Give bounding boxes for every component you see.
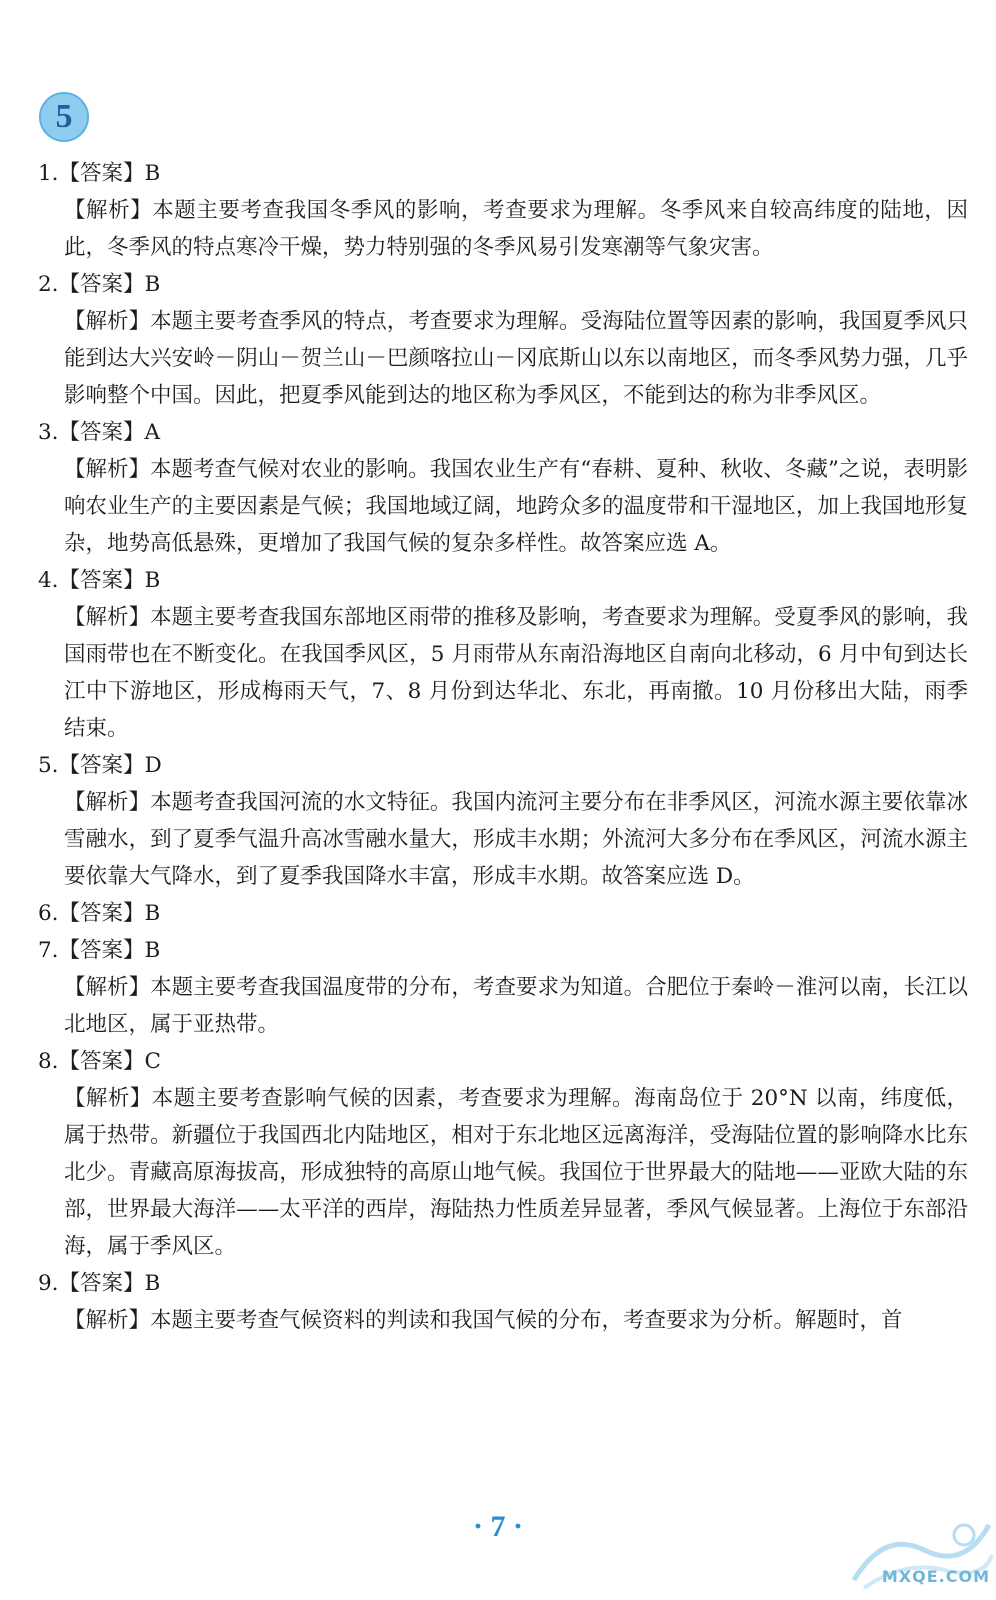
answer-line: 4.【答案】B bbox=[38, 568, 161, 593]
analysis-text: 【解析】本题考查气候对农业的影响。我国农业生产有“春耕、夏种、秋收、冬藏”之说，表明影响农业生产的主要因素是气候；我国地域辽阔，地跨众多的温度带和干湿地区，加上我国地形复杂，地势高低悬殊，更增加了我国气候的复杂多样性。故答案应选 A。 bbox=[64, 457, 968, 556]
analysis-text: 【解析】本题主要考查我国温度带的分布，考查要求为知道。合肥位于秦岭－淮河以南，长江以北地区，属于亚热带。 bbox=[64, 975, 968, 1037]
answer-item-4 bbox=[38, 562, 968, 747]
analysis-text: 【解析】本题主要考查季风的特点，考查要求为理解。受海陆位置等因素的影响，我国夏季风只能到达大兴安岭－阴山－贺兰山－巴颜喀拉山－冈底斯山以东以南地区，而冬季风势力强，几乎影响整个中国。因此，把夏季风能到达的地区称为季风区，不能到达的称为非季风区。 bbox=[64, 309, 968, 408]
section-number-badge bbox=[39, 92, 89, 142]
answer-item-1 bbox=[38, 155, 968, 266]
watermark-text: MXQE.COM bbox=[881, 1567, 990, 1586]
analysis-text: 【解析】本题主要考查气候资料的判读和我国气候的分布，考查要求为分析。解题时，首 bbox=[64, 1308, 903, 1333]
answer-line: 1.【答案】B bbox=[38, 161, 161, 186]
answer-line: 9.【答案】B bbox=[38, 1271, 161, 1296]
answer-line: 7.【答案】B bbox=[38, 938, 161, 963]
answer-item-3 bbox=[38, 414, 968, 562]
page-number: · 7 · bbox=[472, 1510, 523, 1543]
answer-line: 6.【答案】B bbox=[38, 901, 161, 926]
section-number: 5 bbox=[55, 98, 73, 135]
answer-item-7 bbox=[38, 932, 968, 1043]
answer-list bbox=[38, 155, 968, 1339]
answer-item-5 bbox=[38, 747, 968, 895]
answer-line: 2.【答案】B bbox=[38, 272, 161, 297]
analysis-text: 【解析】本题主要考查我国东部地区雨带的推移及影响，考查要求为理解。受夏季风的影响，我国雨带也在不断变化。在我国季风区，5 月雨带从东南沿海地区自南向北移动，6 月中旬到达长江中下游地区，形成梅雨天气，7、8 月份到达华北、东北，再南撤。10 月份移出大陆，雨季结束。 bbox=[64, 605, 968, 741]
answer-item-6 bbox=[38, 895, 968, 932]
answer-line: 5.【答案】D bbox=[38, 753, 162, 778]
analysis-text: 【解析】本题考查我国河流的水文特征。我国内流河主要分布在非季风区，河流水源主要依靠冰雪融水，到了夏季气温升高冰雪融水量大，形成丰水期；外流河大多分布在季风区，河流水源主要依靠大气降水，到了夏季我国降水丰富，形成丰水期。故答案应选 D。 bbox=[64, 790, 968, 889]
answer-item-9 bbox=[38, 1265, 968, 1339]
answer-line: 3.【答案】A bbox=[38, 420, 161, 445]
analysis-text: 【解析】本题主要考查影响气候的因素，考查要求为理解。海南岛位于 20°N 以南，纬度低，属于热带。新疆位于我国西北内陆地区，相对于东北地区远离海洋，受海陆位置的影响降水比东北少。青藏高原海拔高，形成独特的高原山地气候。我国位于世界最大的陆地——亚欧大陆的东部，世界最大海洋——太平洋的西岸，海陆热力性质差异显著，季风气候显著。上海位于东部沿海，属于季风区。 bbox=[64, 1086, 968, 1259]
answer-item-8 bbox=[38, 1043, 968, 1265]
analysis-text: 【解析】本题主要考查我国冬季风的影响，考查要求为理解。冬季风来自较高纬度的陆地，因此，冬季风的特点寒冷干燥，势力特别强的冬季风易引发寒潮等气象灾害。 bbox=[64, 198, 968, 260]
answer-item-2 bbox=[38, 266, 968, 414]
answer-line: 8.【答案】C bbox=[38, 1049, 161, 1074]
